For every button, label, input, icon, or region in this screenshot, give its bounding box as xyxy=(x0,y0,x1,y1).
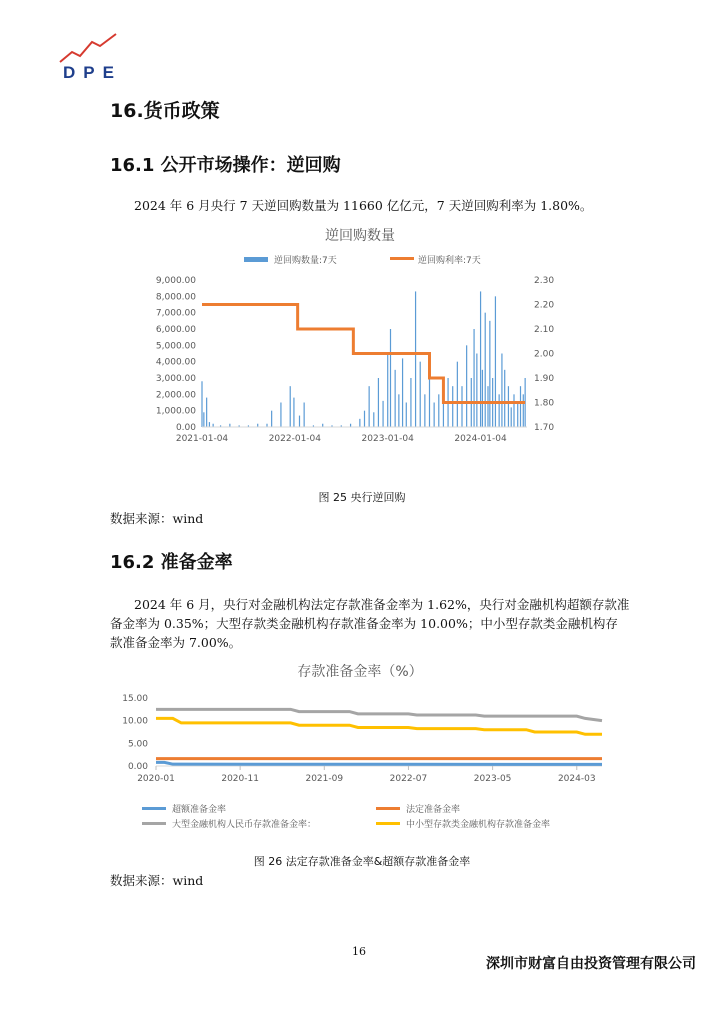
chart-1-legend xyxy=(244,254,481,266)
chart-2-y-axis xyxy=(122,694,602,772)
y-left-tick-label: 5,000.00 xyxy=(155,341,196,352)
volume-bar xyxy=(499,394,500,427)
section-1-paragraph: 2024 年 6 月央行 7 天逆回购数量为 11660 亿亿元，7 天逆回购利率为 1.80%。 xyxy=(134,198,593,213)
chart-2-lines xyxy=(156,709,602,764)
logo-text: DPE xyxy=(63,63,122,82)
volume-bar xyxy=(429,378,430,427)
chart-1-x-axis xyxy=(176,434,507,444)
section-2-source: 数据来源：wind xyxy=(110,873,204,888)
y-right-tick-label: 2.30 xyxy=(534,276,555,286)
x-tick-label: 2020-01 xyxy=(137,774,175,784)
series-line xyxy=(156,709,602,720)
volume-bar xyxy=(504,370,505,427)
volume-bar xyxy=(271,411,272,427)
y-left-tick-label: 7,000.00 xyxy=(155,308,196,319)
volume-bar xyxy=(299,416,300,427)
volume-bar xyxy=(410,378,411,427)
y-left-tick-label: 3,000.00 xyxy=(155,374,196,384)
y-tick-label: 10.00 xyxy=(122,716,148,727)
x-tick-label: 2023-05 xyxy=(473,774,512,784)
volume-bar xyxy=(461,386,462,427)
volume-bar xyxy=(511,407,512,427)
volume-bar xyxy=(487,386,488,427)
legend-swatch-statutory xyxy=(376,807,400,810)
y-left-tick-label: 8,000.00 xyxy=(155,292,196,303)
volume-bar xyxy=(209,422,210,427)
volume-bar xyxy=(206,398,207,427)
x-tick-label: 2022-01-04 xyxy=(268,434,322,444)
logo-swoosh-icon xyxy=(58,32,128,64)
volume-bar xyxy=(501,354,502,428)
volume-bar xyxy=(457,362,458,427)
volume-bar xyxy=(402,358,403,427)
legend-label-large: 大型金融机构人民币存款准备金率： xyxy=(172,820,317,830)
volume-bar xyxy=(466,345,467,427)
figure-25-caption: 图 25 央行逆回购 xyxy=(318,491,406,504)
volume-bar xyxy=(434,403,435,428)
volume-bar xyxy=(293,398,294,427)
legend-swatch-small xyxy=(376,822,400,825)
chart-1-bars xyxy=(201,291,525,427)
volume-bar xyxy=(369,386,370,427)
volume-bar xyxy=(359,419,360,427)
volume-bar xyxy=(438,394,439,427)
legend-swatch-rate xyxy=(390,257,414,260)
repo-chart xyxy=(120,222,560,452)
volume-bar xyxy=(508,386,509,427)
y-right-tick-label: 1.80 xyxy=(534,398,555,409)
volume-bar xyxy=(201,381,202,427)
legend-swatch-excess xyxy=(142,807,166,810)
chart-1-y-right-axis xyxy=(534,276,554,433)
series-line xyxy=(156,718,602,734)
y-tick-label: 0.00 xyxy=(127,762,148,772)
chart-2-legend xyxy=(142,803,550,830)
y-tick-label: 15.00 xyxy=(122,694,148,704)
y-left-tick-label: 1,000.00 xyxy=(155,406,196,417)
volume-bar xyxy=(387,354,388,428)
volume-bar xyxy=(203,412,204,427)
series-line xyxy=(156,762,602,764)
volume-bar xyxy=(482,370,483,427)
volume-bar xyxy=(476,354,477,428)
chart-1-title: 逆回购数量 xyxy=(325,228,395,244)
chart-2-title: 存款准备金率（%） xyxy=(297,664,423,680)
volume-bar xyxy=(378,378,379,427)
volume-bar xyxy=(290,386,291,427)
y-right-tick-label: 1.90 xyxy=(534,374,555,384)
x-tick-label: 2021-01-04 xyxy=(175,434,229,444)
section-title: 16.货币政策 xyxy=(110,100,220,122)
y-left-tick-label: 9,000.00 xyxy=(155,276,196,286)
volume-bar xyxy=(415,291,416,427)
section-1-heading: 16.1 公开市场操作：逆回购 xyxy=(110,155,341,176)
x-tick-label: 2020-11 xyxy=(221,774,259,784)
legend-swatch-large xyxy=(142,822,166,825)
volume-bar xyxy=(517,403,518,428)
reserve-ratio-chart xyxy=(110,656,620,836)
volume-bar xyxy=(452,386,453,427)
volume-bar xyxy=(304,403,305,428)
x-tick-label: 2023-01-04 xyxy=(361,434,414,444)
page-number: 16 xyxy=(352,945,366,958)
volume-bar xyxy=(280,403,281,428)
section-1-source: 数据来源：wind xyxy=(110,511,204,526)
y-right-tick-label: 1.70 xyxy=(534,423,555,433)
legend-label-small: 中小型存款类金融机构存款准备金率 xyxy=(406,820,551,830)
section-2-paragraph: 2024 年 6 月，央行对金融机构法定存款准备金率为 1.62%，央行对金融机构超额存款准备金率为 0.35%；大型存款类金融机构存款准备金率为 10.00%；中小型存款类金融机构存款准备金率为 7.00%。 xyxy=(110,597,630,650)
y-tick-label: 5.00 xyxy=(127,739,148,750)
legend-label-volume: 逆回购数量:7天 xyxy=(274,256,337,266)
volume-bar xyxy=(485,313,486,427)
legend-label-statutory: 法定准备金率 xyxy=(406,805,461,815)
volume-bar xyxy=(523,394,524,427)
volume-bar xyxy=(480,291,481,427)
volume-bar xyxy=(406,403,407,428)
y-left-tick-label: 4,000.00 xyxy=(155,357,196,368)
x-tick-label: 2024-01-04 xyxy=(454,434,507,444)
volume-bar xyxy=(489,321,490,427)
volume-bar xyxy=(395,370,396,427)
chart-2-x-axis xyxy=(137,766,595,784)
y-right-tick-label: 2.10 xyxy=(534,325,555,335)
figure-26-caption: 图 26 法定存款准备金率&超额存款准备金率 xyxy=(253,855,471,868)
volume-bar xyxy=(390,329,391,427)
legend-label-rate: 逆回购利率:7天 xyxy=(418,256,481,266)
y-left-tick-label: 2,000.00 xyxy=(155,390,196,401)
legend-swatch-volume xyxy=(244,257,268,262)
volume-bar xyxy=(420,362,421,427)
x-tick-label: 2022-07 xyxy=(389,774,428,784)
volume-bar xyxy=(382,401,383,427)
volume-bar xyxy=(398,394,399,427)
chart-1-y-left-axis xyxy=(156,276,196,433)
volume-bar xyxy=(520,386,521,427)
x-tick-label: 2021-09 xyxy=(305,774,344,784)
legend-label-excess: 超额准备金率 xyxy=(172,805,227,815)
volume-bar xyxy=(473,329,474,427)
company-name: 深圳市财富自由投资管理有限公司 xyxy=(486,956,696,972)
section-2-heading: 16.2 准备金率 xyxy=(110,552,233,573)
volume-bar xyxy=(495,296,496,427)
y-right-tick-label: 2.20 xyxy=(534,300,555,311)
y-right-tick-label: 2.00 xyxy=(534,349,555,360)
y-left-tick-label: 0.00 xyxy=(175,423,196,433)
y-left-tick-label: 6,000.00 xyxy=(155,325,196,335)
volume-bar xyxy=(513,394,514,427)
volume-bar xyxy=(364,411,365,427)
volume-bar xyxy=(424,394,425,427)
volume-bar xyxy=(373,412,374,427)
x-tick-label: 2024-03 xyxy=(557,774,596,784)
